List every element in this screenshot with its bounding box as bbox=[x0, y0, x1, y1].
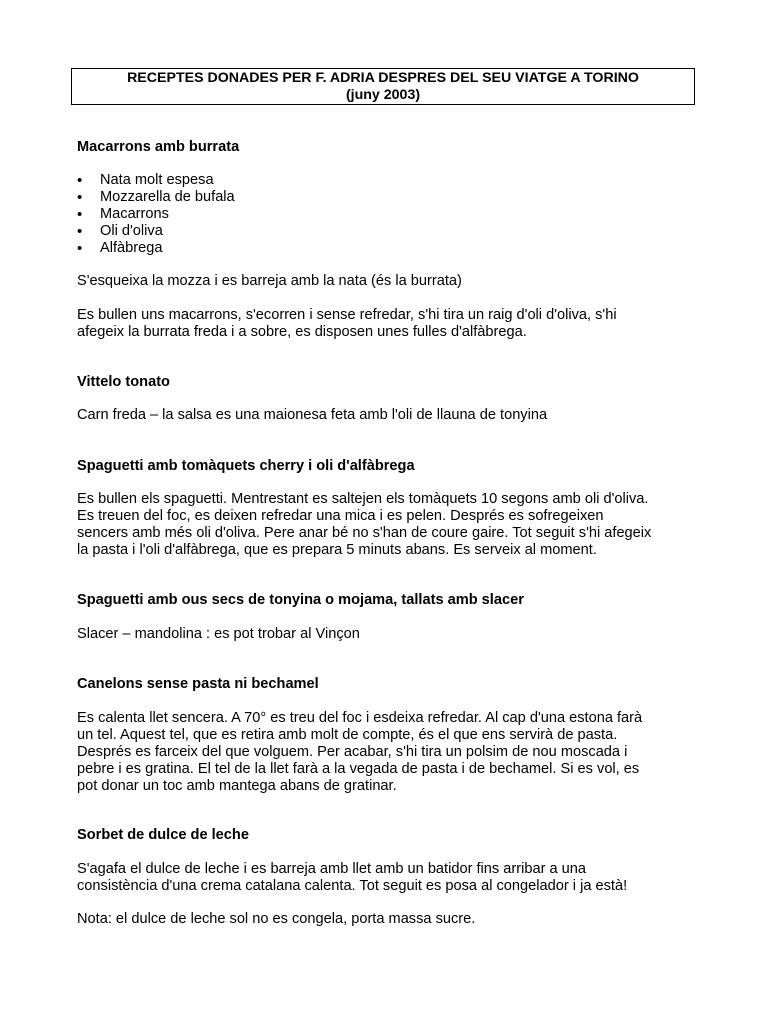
ingredient-item: • Nata molt espesa bbox=[77, 172, 214, 189]
ingredient-list-macarrons bbox=[77, 172, 235, 257]
bullet-icon: • bbox=[77, 223, 83, 240]
document-title-box bbox=[71, 68, 695, 105]
bullet-icon: • bbox=[77, 189, 83, 206]
document-title: RECEPTES DONADES PER F. ADRIA DESPRES DEL SEU VIATGE A TORINO bbox=[127, 70, 639, 86]
recipe-title-vittelo: Vittelo tonato bbox=[77, 374, 170, 390]
recipe-paragraph: Es calenta llet sencera. A 70° es treu del foc i esdeixa refredar. Al cap d'una estona farà un tel. Aquest tel, que es retira amb molt de compte, és el que ens servirà de pasta. Després es farceix del que volguem. Per acabar, s'hi tira un polsim de nou moscada i pebre i es gratina. El tel de la llet farà a la vegada de pasta i de bechamel. Si es vol, es pot donar un toc amb mantega abans de gratinar. bbox=[77, 710, 643, 794]
recipe-title-sorbet: Sorbet de dulce de leche bbox=[77, 827, 249, 843]
bullet-icon: • bbox=[77, 206, 83, 223]
recipe-paragraph: Slacer – mandolina : es pot trobar al Vinçon bbox=[77, 626, 360, 642]
recipe-title-macarrons: Macarrons amb burrata bbox=[77, 139, 240, 155]
ingredient-item: • Macarrons bbox=[77, 206, 169, 223]
recipe-title-canelons: Canelons sense pasta ni bechamel bbox=[77, 676, 319, 692]
recipe-paragraph: Es bullen uns macarrons, s'ecorren i sense refredar, s'hi tira un raig d'oli d'oliva, s'hi afegeix la burrata freda i a sobre, es disposen unes fulles d'alfàbrega. bbox=[77, 307, 617, 340]
recipe-note: Nota: el dulce de leche sol no es congela, porta massa sucre. bbox=[77, 911, 476, 927]
ingredient-item: • Oli d'oliva bbox=[77, 223, 163, 240]
recipe-paragraph: Carn freda – la salsa es una maionesa feta amb l'oli de llauna de tonyina bbox=[77, 407, 548, 423]
bullet-icon: • bbox=[77, 240, 83, 257]
recipe-paragraph: Es bullen els spaguetti. Mentrestant es saltejen els tomàquets 10 segons amb oli d'oliva. Es treuen del foc, es deixen refredar una mica i es pelen. Després es sofregeixen sencers amb més oli d'oliva. Pere anar bé no s'han de coure gaire. Tot seguit s'hi afegeix la pasta i l'oli d'alfàbrega, que es prepara 5 minuts abans. Es serveix al moment. bbox=[77, 491, 652, 558]
recipe-title-spaguetti-cherry: Spaguetti amb tomàquets cherry i oli d'alfàbrega bbox=[77, 458, 415, 474]
recipe-paragraph: S'agafa el dulce de leche i es barreja amb llet amb un batidor fins arribar a una consistència d'una crema catalana calenta. Tot seguit es posa al congelador i ja està! bbox=[77, 861, 628, 894]
recipe-title-spaguetti-mojama: Spaguetti amb ous secs de tonyina o mojama, tallats amb slacer bbox=[77, 592, 524, 608]
bullet-icon: • bbox=[77, 172, 83, 189]
ingredient-item: • Mozzarella de bufala bbox=[77, 189, 235, 206]
ingredient-item: • Alfàbrega bbox=[77, 240, 163, 257]
recipe-paragraph: S'esqueixa la mozza i es barreja amb la nata (és la burrata) bbox=[77, 273, 462, 289]
document-date: (juny 2003) bbox=[345, 87, 421, 103]
